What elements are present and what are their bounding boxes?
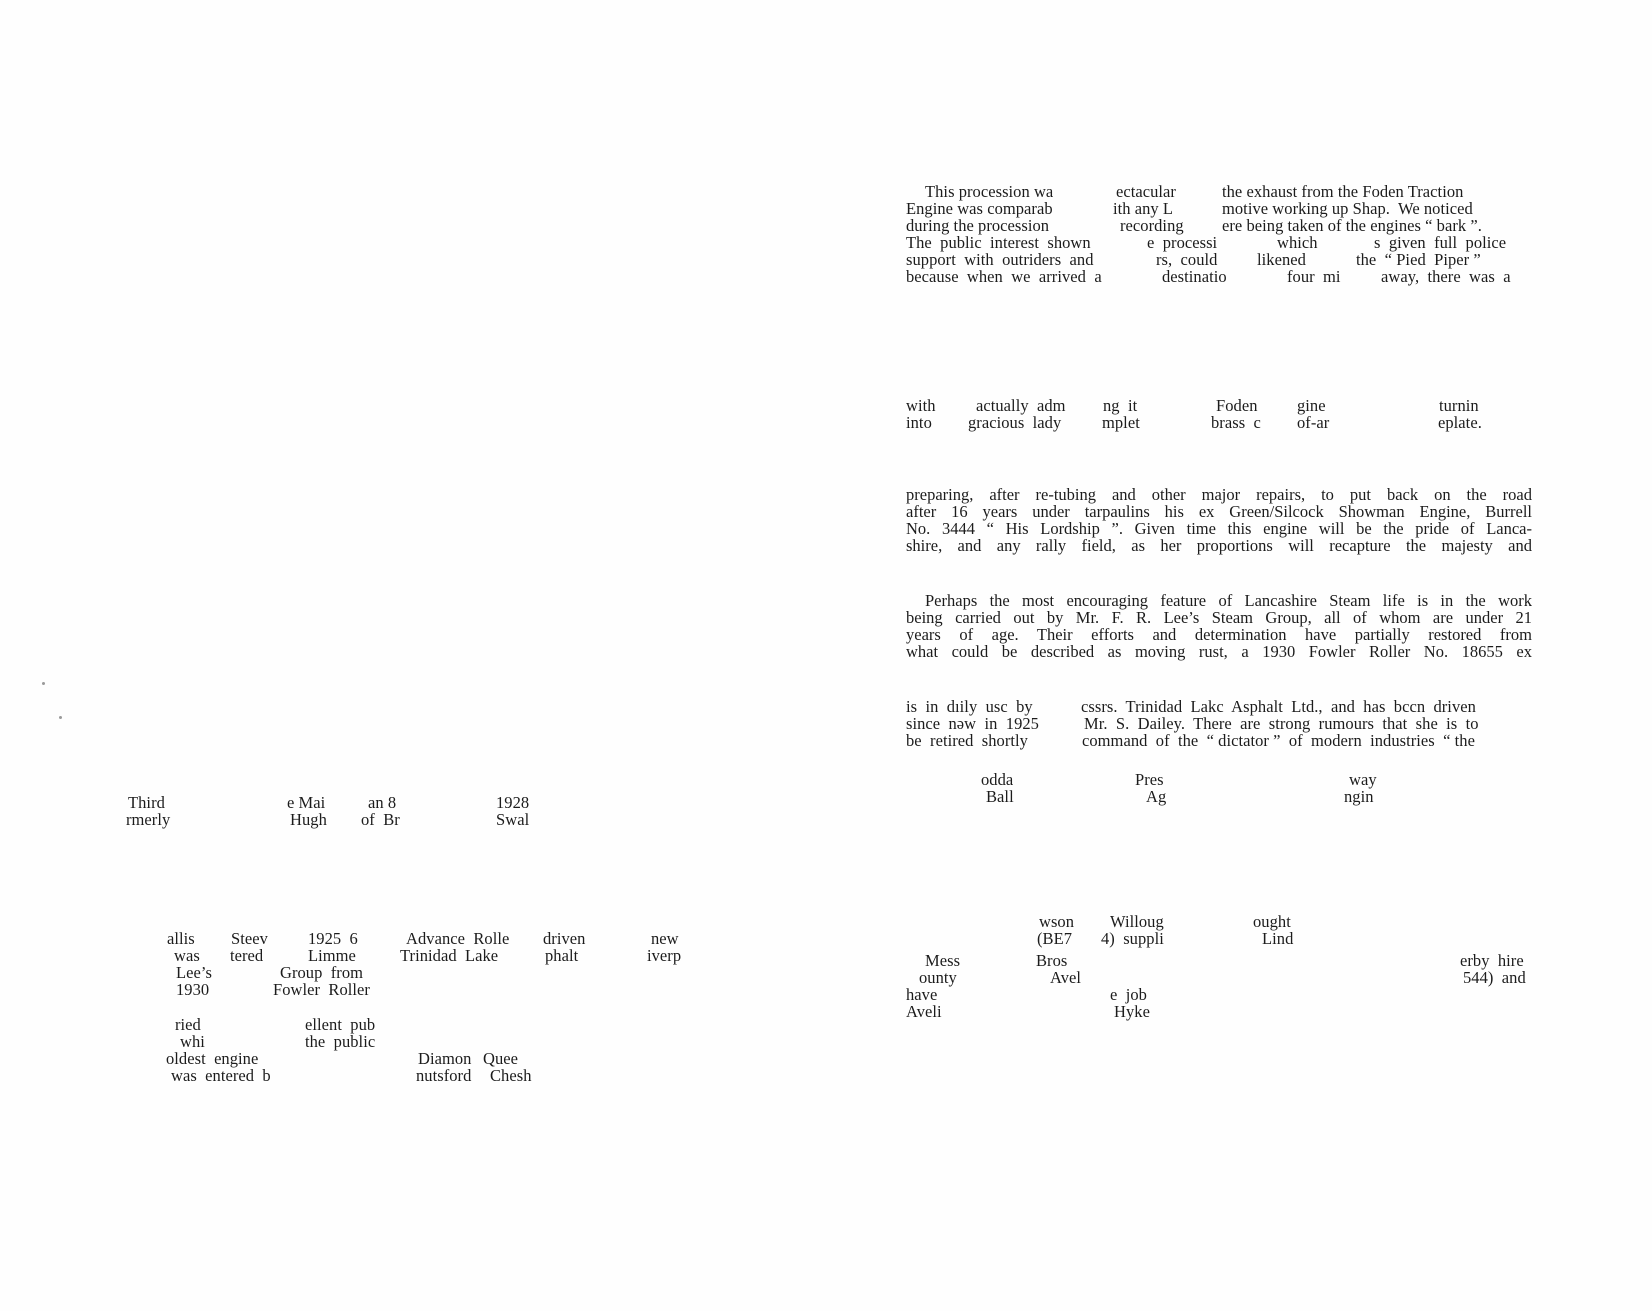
text-fragment: This procession wa — [925, 182, 1054, 201]
text-fragment: wson — [1039, 912, 1075, 931]
text-fragment: cssrs. Trinidad Lakc Asphalt Ltd., and has bccn driven — [1081, 697, 1476, 716]
text-fragment: command of the “ dictator ” of modern industries “ the — [1082, 731, 1475, 750]
text-fragment: Mess — [925, 951, 961, 970]
text-fragment: ectacular — [1116, 182, 1176, 201]
text-fragment: nutsford — [416, 1066, 472, 1085]
text-fragment: was entered b — [171, 1066, 271, 1085]
text-fragment: Lee’s — [176, 963, 212, 982]
text-fragment: actually adm — [976, 396, 1066, 415]
text-fragment: Group from — [280, 963, 364, 982]
text-fragment: Limme — [308, 946, 356, 965]
text-fragment: the exhaust from the Foden Traction — [1222, 182, 1464, 201]
text-fragment: likened — [1257, 250, 1306, 269]
text-fragment: Foden — [1216, 396, 1258, 415]
text-fragment: because when we arrived a — [906, 267, 1102, 286]
text-fragment: turnin — [1439, 396, 1479, 415]
text-fragment: e job — [1110, 985, 1147, 1004]
text-fragment: motive working up Shap. We noticed — [1222, 199, 1473, 218]
text-fragment: 1925 6 — [308, 929, 358, 948]
text-fragment: Ag — [1146, 787, 1167, 806]
text-line: years of age. Their efforts and determination have partially restored from — [906, 625, 1532, 644]
text-fragment: is in dıily usc by — [906, 697, 1033, 716]
text-fragment: into — [906, 413, 932, 432]
text-fragment: ngin — [1344, 787, 1374, 806]
text-fragment: Third — [128, 793, 165, 812]
text-fragment: Quee — [483, 1049, 519, 1068]
text-fragment: Lind — [1262, 929, 1294, 948]
text-fragment: iverp — [647, 946, 682, 965]
text-fragment: e Mai — [287, 793, 326, 812]
text-fragment: gine — [1297, 396, 1326, 415]
text-fragment: four mi — [1287, 267, 1341, 286]
text-fragment: away, there was a — [1381, 267, 1511, 286]
text-fragment: phalt — [545, 946, 579, 965]
text-line: Perhaps the most encouraging feature of Lancashire Steam life is in the work — [925, 591, 1532, 610]
text-fragment: e processi — [1147, 233, 1218, 252]
text-fragment: Ball — [986, 787, 1014, 806]
text-fragment: Pres — [1135, 770, 1164, 789]
text-line: shire, and any rally field, as her proportions will recapture the majesty and — [906, 536, 1532, 555]
text-fragment: brass c — [1211, 413, 1261, 432]
text-fragment: have — [906, 985, 938, 1004]
text-line: being carried out by Mr. F. R. Lee’s Steam Group, all of whom are under 21 — [906, 608, 1532, 627]
text-fragment: ere being taken of the engines “ bark ”. — [1222, 216, 1482, 235]
text-fragment: way — [1349, 770, 1377, 789]
text-fragment: destinatio — [1162, 267, 1227, 286]
text-fragment: ried — [175, 1015, 201, 1034]
text-line: after 16 years under tarpaulins his ex Green/Silcock Showman Engine, Burrell — [906, 502, 1532, 521]
text-line: what could be described as moving rust, a 1930 Fowler Roller No. 18655 ex — [906, 642, 1532, 661]
text-fragment: Engine was comparab — [906, 199, 1053, 218]
text-fragment: Steev — [231, 929, 268, 948]
text-line: No. 3444 “ His Lordship ”. Given time this engine will be the pride of Lanca- — [906, 519, 1532, 538]
text-fragment: was — [174, 946, 200, 965]
text-fragment: ith any L — [1113, 199, 1174, 218]
text-fragment: support with outriders and — [906, 250, 1094, 269]
text-fragment: 544) and — [1463, 968, 1526, 987]
text-fragment: rs, could — [1156, 250, 1218, 269]
text-fragment: during the procession — [906, 216, 1050, 235]
text-fragment: Trinidad Lake — [400, 946, 499, 965]
text-fragment: eplate. — [1438, 413, 1482, 432]
text-fragment: 1930 — [176, 980, 210, 999]
text-fragment: Hyke — [1114, 1002, 1150, 1021]
text-fragment: Avel — [1050, 968, 1082, 987]
text-fragment: Chesh — [490, 1066, 532, 1085]
text-fragment: 4) suppli — [1101, 929, 1164, 948]
text-fragment: driven — [543, 929, 586, 948]
text-fragment: erby hire — [1460, 951, 1524, 970]
text-fragment: ought — [1253, 912, 1291, 931]
text-fragment: tered — [230, 946, 264, 965]
text-fragment: The public interest shown — [906, 233, 1091, 252]
text-fragment: ounty — [919, 968, 957, 987]
text-fragment: an 8 — [368, 793, 397, 812]
text-fragment: s given full police — [1374, 233, 1507, 252]
text-fragment: Fowler Roller — [273, 980, 370, 999]
text-fragment: ng it — [1103, 396, 1138, 415]
text-fragment: Willoug — [1110, 912, 1164, 931]
text-fragment: ellent pub — [305, 1015, 376, 1034]
text-fragment: the public — [305, 1032, 376, 1051]
scan-speck — [42, 682, 45, 685]
text-fragment: Diamon — [418, 1049, 472, 1068]
text-fragment: (BE7 — [1037, 929, 1073, 948]
text-fragment: 1928 — [496, 793, 530, 812]
text-line: preparing, after re-tubing and other major repairs, to put back on the road — [906, 485, 1532, 504]
text-fragment: odda — [981, 770, 1014, 789]
text-fragment: Swal — [496, 810, 530, 829]
text-fragment: whi — [180, 1032, 205, 1051]
text-fragment: mplet — [1102, 413, 1140, 432]
text-fragment: Advance Rolle — [406, 929, 510, 948]
text-fragment: new — [651, 929, 679, 948]
text-fragment: be retired shortly — [906, 731, 1028, 750]
text-fragment: with — [906, 396, 936, 415]
text-fragment: Mr. S. Dailey. There are strong rumours that she is to — [1084, 714, 1479, 733]
text-fragment: of-ar — [1297, 413, 1330, 432]
text-fragment: rmerly — [126, 810, 171, 829]
text-fragment: Bros — [1036, 951, 1068, 970]
text-fragment: oldest engine — [166, 1049, 259, 1068]
text-fragment: the “ Pied Piper ” — [1356, 250, 1481, 269]
text-fragment: since nəw in 1925 — [906, 714, 1039, 733]
text-fragment: allis — [167, 929, 195, 948]
text-fragment: recording — [1120, 216, 1184, 235]
text-fragment: gracious lady — [968, 413, 1062, 432]
text-fragment: Aveli — [906, 1002, 942, 1021]
text-fragment: which — [1277, 233, 1318, 252]
scan-speck — [59, 716, 62, 719]
text-fragment: of Br — [361, 810, 400, 829]
text-fragment: Hugh — [290, 810, 327, 829]
